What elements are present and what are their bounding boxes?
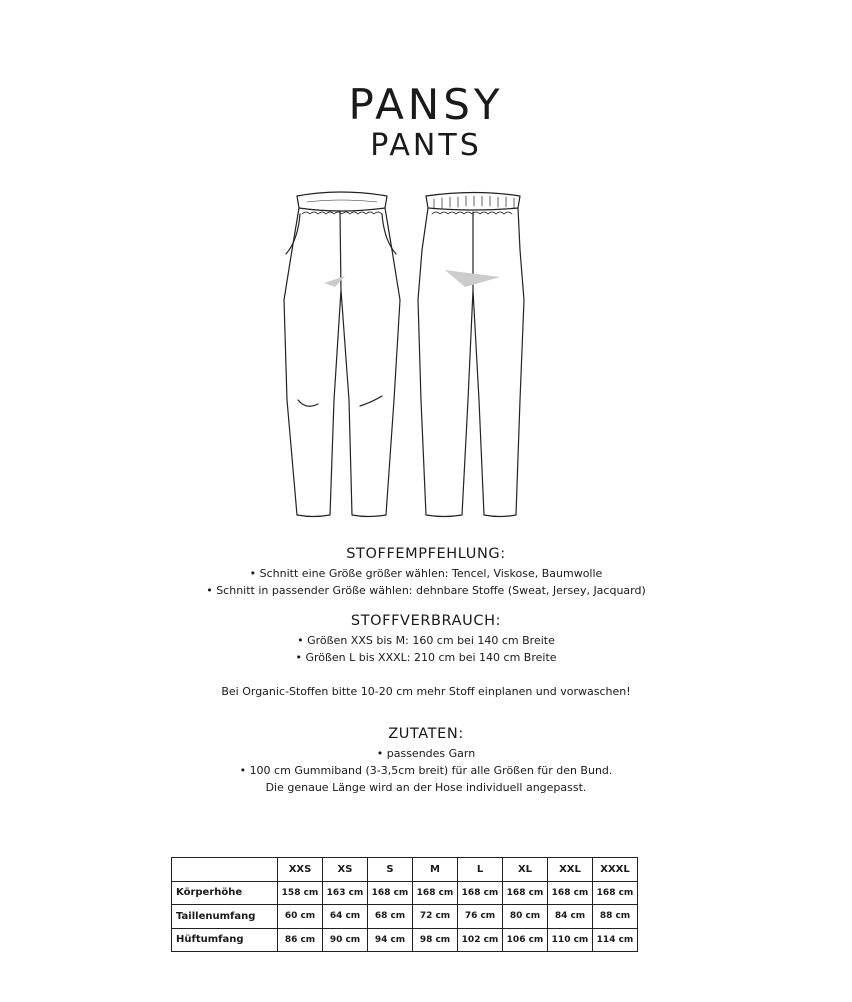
table-cell: 80 cm: [503, 905, 548, 929]
table-cell: 94 cm: [368, 928, 413, 952]
notions-item: Die genaue Länge wird an der Hose individuell angepasst.: [265, 781, 587, 794]
size-header-cell: S: [368, 858, 413, 882]
fabric-consumption-item: • Größen XXS bis M: 160 cm bei 140 cm Breite: [297, 634, 555, 647]
table-cell: 76 cm: [458, 905, 503, 929]
size-header-cell: XXXL: [593, 858, 638, 882]
table-cell: 86 cm: [278, 928, 323, 952]
table-cell: 90 cm: [323, 928, 368, 952]
size-header-cell: XXL: [548, 858, 593, 882]
table-cell: 68 cm: [368, 905, 413, 929]
table-cell: 114 cm: [593, 928, 638, 952]
table-row: [172, 928, 638, 952]
table-cell: 168 cm: [503, 881, 548, 905]
pattern-subtitle: PANTS: [370, 128, 482, 163]
table-row: [172, 905, 638, 929]
organic-note-text: Bei Organic-Stoffen bitte 10-20 cm mehr Stoff einplanen und vorwaschen!: [221, 685, 631, 698]
notions-item: • passendes Garn: [376, 747, 476, 760]
notions-heading: ZUTATEN:: [388, 726, 464, 742]
size-header-cell: XXS: [278, 858, 323, 882]
size-header-row: [172, 858, 638, 882]
fabric-recommendation-item: • Schnitt in passender Größe wählen: dehnbare Stoffe (Sweat, Jersey, Jacquard): [206, 584, 646, 597]
row-label: Hüftumfang: [172, 928, 278, 952]
fabric-consumption-heading: STOFFVERBRAUCH:: [350, 613, 502, 629]
table-cell: 168 cm: [368, 881, 413, 905]
table-cell: 168 cm: [413, 881, 458, 905]
row-label: Körperhöhe: [172, 881, 278, 905]
size-header-cell: XL: [503, 858, 548, 882]
fabric-consumption-section: [0, 613, 852, 666]
front-view-drawing: [284, 192, 400, 517]
fabric-recommendation-item: • Schnitt eine Größe größer wählen: Tencel, Viskose, Baumwolle: [249, 567, 603, 580]
table-cell: 60 cm: [278, 905, 323, 929]
table-cell: 64 cm: [323, 905, 368, 929]
table-cell: 84 cm: [548, 905, 593, 929]
size-header-cell: XS: [323, 858, 368, 882]
pattern-title: PANSY: [348, 80, 504, 129]
table-cell: 88 cm: [593, 905, 638, 929]
table-corner-cell: [172, 858, 278, 882]
table-row: [172, 881, 638, 905]
size-chart-table: [171, 857, 638, 952]
size-header-cell: M: [413, 858, 458, 882]
notions-section: [0, 726, 852, 796]
table-cell: 163 cm: [323, 881, 368, 905]
size-header-cell: L: [458, 858, 503, 882]
table-cell: 102 cm: [458, 928, 503, 952]
table-cell: 72 cm: [413, 905, 458, 929]
table-cell: 110 cm: [548, 928, 593, 952]
fabric-recommendation-section: [0, 546, 852, 599]
back-view-drawing: [418, 193, 524, 517]
table-cell: 168 cm: [548, 881, 593, 905]
table-cell: 98 cm: [413, 928, 458, 952]
fabric-consumption-item: • Größen L bis XXXL: 210 cm bei 140 cm Breite: [295, 651, 557, 664]
table-cell: 168 cm: [593, 881, 638, 905]
table-cell: 168 cm: [458, 881, 503, 905]
pants-technical-drawing: [275, 185, 535, 520]
fabric-recommendation-heading: STOFFEMPFEHLUNG:: [346, 546, 506, 562]
table-cell: 106 cm: [503, 928, 548, 952]
organic-note: [0, 683, 852, 700]
notions-item: • 100 cm Gummiband (3-3,5cm breit) für alle Größen für den Bund.: [239, 764, 613, 777]
row-label: Taillenumfang: [172, 905, 278, 929]
table-cell: 158 cm: [278, 881, 323, 905]
